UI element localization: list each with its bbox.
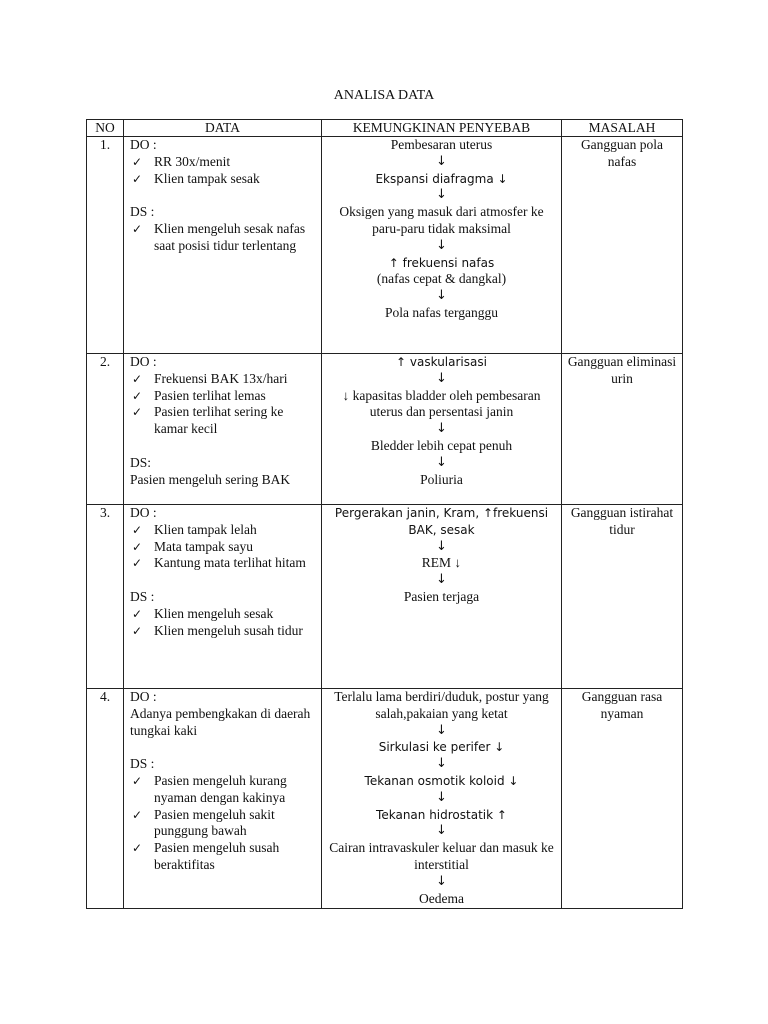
down-arrow-icon: ↓: [436, 789, 447, 805]
check-icon: ✓: [132, 773, 143, 788]
problem-cell: Gangguan pola nafas: [562, 137, 683, 354]
cause-step: REM ↓: [421, 555, 462, 571]
down-arrow-icon: ↓: [436, 153, 447, 169]
list-item: ✓ Klien mengeluh sesak nafas saat posisi tidur terlentang: [132, 220, 306, 253]
do-label: DO :: [130, 505, 157, 520]
cause-step: Sirkulasi ke perifer ↓: [378, 740, 505, 755]
table-header-row: [87, 120, 683, 137]
cause-cell: [322, 689, 562, 909]
down-arrow-icon: ↓: [436, 572, 447, 588]
check-icon: ✓: [132, 556, 143, 571]
row-number: 1.: [87, 137, 124, 354]
check-icon: ✓: [132, 522, 143, 537]
check-icon: ✓: [132, 154, 143, 169]
cause-step: Pola nafas terganggu: [385, 304, 498, 320]
cause-step: Pasien terjaga: [403, 588, 480, 604]
list-item: ✓ Klien tampak sesak: [132, 170, 260, 186]
header-problem: MASALAH: [562, 120, 683, 137]
header-data: DATA: [124, 120, 322, 137]
down-arrow-icon: ↓: [436, 187, 447, 203]
cause-step: Pergerakan janin, Kram, ↑frekuensi BAK, sesak: [334, 506, 549, 537]
do-text: Adanya pembengkakan di daerah tungkai kaki: [130, 705, 311, 738]
list-item: ✓ RR 30x/menit: [132, 153, 231, 169]
down-arrow-icon: ↓: [436, 454, 447, 470]
check-icon: ✓: [132, 539, 143, 554]
list-item: ✓ Kantung mata terlihat hitam: [132, 555, 306, 571]
cause-step: Oedema: [419, 890, 464, 906]
cause-step: Tekanan hidrostatik ↑: [376, 807, 507, 822]
check-icon: ✓: [132, 405, 143, 420]
page-title: ANALISA DATA: [333, 88, 435, 103]
list-item: ✓ Pasien terlihat sering ke kamar kecil: [132, 404, 284, 437]
list-item: ✓ Klien mengeluh susah tidur: [132, 622, 303, 638]
cause-step: ↑ frekuensi nafas: [388, 255, 495, 270]
table-row: [87, 354, 683, 505]
list-item: ✓ Klien tampak lelah: [132, 521, 257, 537]
cause-step: (nafas cepat & dangkal): [376, 271, 507, 287]
cause-cell: [322, 137, 562, 354]
down-arrow-icon: ↓: [436, 288, 447, 304]
row-number: 4.: [87, 689, 124, 909]
data-cell: [124, 689, 322, 909]
check-icon: ✓: [132, 841, 143, 856]
ds-label: DS:: [130, 454, 152, 470]
data-cell: [124, 354, 322, 505]
analysis-table: [86, 119, 683, 909]
cause-step: Terlalu lama berdiri/duduk, postur yang salah,pakaian yang ketat: [334, 689, 549, 721]
down-arrow-icon: ↓: [436, 421, 447, 437]
cause-cell: [322, 505, 562, 689]
check-icon: ✓: [132, 606, 143, 621]
do-label: DO :: [130, 354, 157, 369]
table-row: [87, 689, 683, 909]
check-icon: ✓: [132, 221, 143, 236]
down-arrow-icon: ↓: [436, 370, 447, 386]
cause-step: Pembesaran uterus: [390, 137, 493, 152]
cause-step: ↑ vaskularisasi: [396, 355, 487, 369]
list-item: ✓ Pasien mengeluh susah beraktifitas: [132, 840, 280, 872]
problem-cell: Gangguan rasa nyaman: [562, 689, 683, 909]
table-row: [87, 137, 683, 354]
down-arrow-icon: ↓: [436, 873, 447, 889]
row-number: 3.: [87, 505, 124, 689]
data-cell: [124, 505, 322, 689]
ds-label: DS :: [130, 756, 155, 772]
cause-step: Oksigen yang masuk dari atmosfer ke paru-paru tidak maksimal: [339, 204, 544, 236]
cause-step: Poliuria: [420, 471, 463, 487]
header-no: NO: [87, 120, 124, 137]
check-icon: ✓: [132, 388, 143, 403]
cause-step: ↓ kapasitas bladder oleh pembesaran uterus dan persentasi janin: [342, 387, 541, 420]
list-item: ✓ Klien mengeluh sesak: [132, 605, 274, 621]
header-cause: KEMUNGKINAN PENYEBAB: [322, 120, 562, 137]
problem-cell: Gangguan istirahat tidur: [562, 505, 683, 689]
list-item: ✓ Pasien terlihat lemas: [132, 387, 266, 403]
down-arrow-icon: ↓: [436, 538, 447, 554]
ds-text: Pasien mengeluh sering BAK: [130, 471, 291, 487]
cause-step: Bledder lebih cepat penuh: [370, 437, 513, 453]
cause-cell: [322, 354, 562, 505]
table-row: [87, 505, 683, 689]
list-item: ✓ Pasien mengeluh sakit punggung bawah: [132, 806, 275, 839]
check-icon: ✓: [132, 371, 143, 386]
check-icon: ✓: [132, 807, 143, 822]
check-icon: ✓: [132, 171, 143, 186]
cause-step: Tekanan osmotik koloid ↓: [364, 773, 519, 788]
do-label: DO :: [130, 689, 157, 704]
down-arrow-icon: ↓: [436, 823, 447, 839]
ds-label: DS :: [130, 588, 155, 604]
cause-step: Ekspansi diafragma ↓: [375, 171, 508, 186]
down-arrow-icon: ↓: [436, 756, 447, 772]
do-label: DO :: [130, 137, 157, 152]
down-arrow-icon: ↓: [436, 722, 447, 738]
check-icon: ✓: [132, 623, 143, 638]
row-number: 2.: [87, 354, 124, 505]
list-item: ✓ Frekuensi BAK 13x/hari: [132, 370, 288, 386]
cause-step: Cairan intravaskuler keluar dan masuk ke interstitial: [329, 840, 554, 872]
problem-cell: Gangguan eliminasi urin: [562, 354, 683, 505]
ds-label: DS :: [130, 204, 155, 220]
list-item: ✓ Pasien mengeluh kurang nyaman dengan kakinya: [132, 772, 287, 805]
down-arrow-icon: ↓: [436, 237, 447, 253]
list-item: ✓ Mata tampak sayu: [132, 538, 253, 554]
data-cell: [124, 137, 322, 354]
